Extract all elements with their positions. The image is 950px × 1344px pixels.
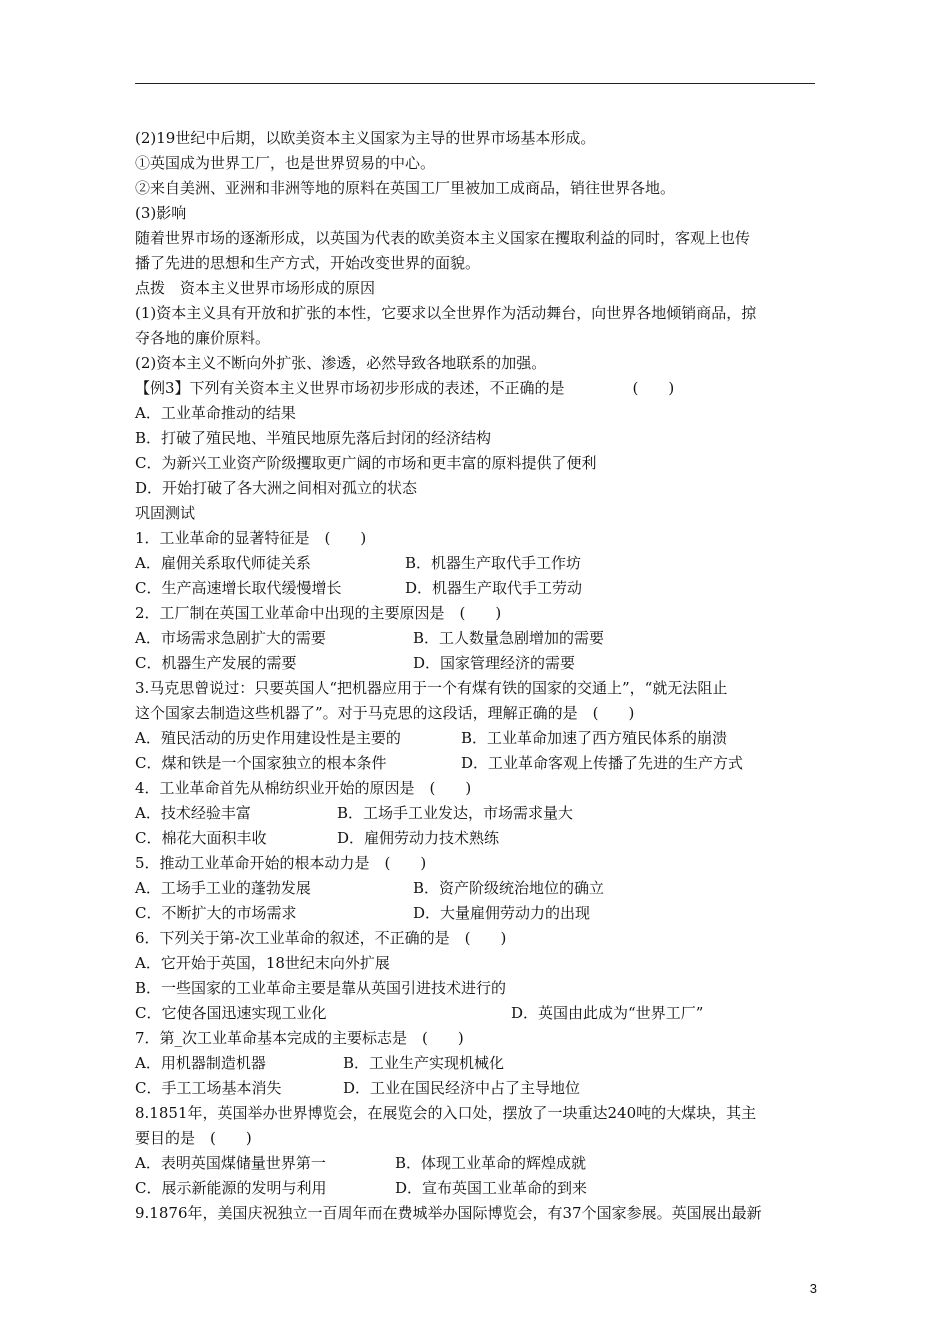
option: A．工场手工业的蓬勃发展	[135, 879, 311, 897]
paragraph: (2)19世纪中后期，以欧美资本主义国家为主导的世界市场基本形成。	[135, 129, 596, 147]
paragraph: (2)资本主义不断向外扩张、渗透，必然导致各地联系的加强。	[135, 354, 547, 372]
subheading: (3)影响	[135, 204, 187, 222]
option-row	[135, 801, 817, 826]
option: A．工业革命推动的结果	[135, 404, 296, 422]
option-row	[135, 651, 817, 676]
option: A．雇佣关系取代师徒关系	[135, 554, 311, 572]
paragraph: (1)资本主义具有开放和扩张的本性，它要求以全世界作为活动舞台，向世界各地倾销商品，掠	[135, 304, 757, 322]
option: D．大量雇佣劳动力的出现	[413, 904, 591, 922]
option: A．用机器制造机器	[135, 1054, 266, 1072]
option: B．打破了殖民地、半殖民地原先落后封闭的经济结构	[135, 429, 492, 447]
option: C．棉花大面积丰收	[135, 829, 267, 847]
option: B．机器生产取代手工作坊	[405, 554, 582, 572]
question-stem: 7．第_次工业革命基本完成的主要标志是 ( )	[135, 1029, 464, 1047]
option-row	[135, 551, 817, 576]
header-rule	[135, 83, 815, 84]
option: B．工人数量急剧增加的需要	[413, 629, 605, 647]
option: C．煤和铁是一个国家独立的根本条件	[135, 754, 387, 772]
option-row	[135, 1076, 817, 1101]
option: D．开始打破了各大洲之间相对孤立的状态	[135, 479, 418, 497]
option: C．机器生产发展的需要	[135, 654, 297, 672]
option: D．宣布英国工业革命的到来	[395, 1179, 588, 1197]
option: B．体现工业革命的辉煌成就	[395, 1154, 587, 1172]
tip-heading: 点拨 资本主义世界市场形成的原因	[135, 279, 376, 297]
page-number: 3	[809, 1281, 817, 1296]
question-stem: 这个国家去制造这些机器了”。对于马克思的这段话，理解正确的是 ( )	[135, 704, 635, 722]
question-stem: 6．下列关于第-次工业革命的叙述，不正确的是 ( )	[135, 929, 507, 947]
option: C．生产高速增长取代缓慢增长	[135, 579, 342, 597]
option: C．手工工场基本消失	[135, 1079, 282, 1097]
option: B．一些国家的工业革命主要是靠从英国引进技术进行的	[135, 979, 507, 997]
option: A．它开始于英国，18世纪末向外扩展	[135, 954, 390, 972]
option: A．殖民活动的历史作用建设性是主要的	[135, 729, 401, 747]
option: C．为新兴工业资产阶级攫取更广阔的市场和更丰富的原料提供了便利	[135, 454, 597, 472]
paragraph: 播了先进的思想和生产方式，开始改变世界的面貌。	[135, 254, 481, 272]
option-row	[135, 901, 817, 926]
option: C．它使各国迅速实现工业化	[135, 1004, 327, 1022]
option-row	[135, 1176, 817, 1201]
option-row	[135, 1001, 817, 1026]
question-stem: 1．工业革命的显著特征是 ( )	[135, 529, 367, 547]
question-stem: 5．推动工业革命开始的根本动力是 ( )	[135, 854, 427, 872]
quiz-title: 巩固测试	[135, 504, 196, 522]
option: A．市场需求急剧扩大的需要	[135, 629, 326, 647]
option: D．国家管理经济的需要	[413, 654, 576, 672]
option-row	[135, 826, 817, 851]
option: B．工业革命加速了西方殖民体系的崩溃	[461, 729, 728, 747]
option: D．雇佣劳动力技术熟练	[337, 829, 500, 847]
option: D．英国由此成为“世界工厂”	[511, 1004, 704, 1022]
option-row	[135, 751, 817, 776]
option: C．展示新能源的发明与利用	[135, 1179, 327, 1197]
option: A．表明英国煤储量世界第一	[135, 1154, 326, 1172]
question-stem: 要目的是 ( )	[135, 1129, 252, 1147]
paragraph: ②来自美洲、亚洲和非洲等地的原料在英国工厂里被加工成商品，销往世界各地。	[135, 179, 676, 197]
question-stem: 3.马克思曾说过：只要英国人“把机器应用于一个有煤有铁的国家的交通上”，“就无法阻止	[135, 679, 728, 697]
option: B．工业生产实现机械化	[343, 1054, 505, 1072]
question-stem: 2．工厂制在英国工业革命中出现的主要原因是 ( )	[135, 604, 502, 622]
option: B．工场手工业发达，市场需求量大	[337, 804, 574, 822]
example-stem-text: 【例3】下列有关资本主义世界市场初步形成的表述，不正确的是	[135, 379, 565, 397]
option-row	[135, 876, 817, 901]
page-body	[135, 126, 817, 1226]
option-row	[135, 576, 817, 601]
paragraph: 夺各地的廉价原料。	[135, 329, 271, 347]
question-stem: 9.1876年，美国庆祝独立一百周年而在费城举办国际博览会，有37个国家参展。英国展出最新	[135, 1204, 762, 1222]
option: A．技术经验丰富	[135, 804, 251, 822]
option: D．工业在国民经济中占了主导地位	[343, 1079, 581, 1097]
option: D．机器生产取代手工劳动	[405, 579, 583, 597]
paragraph: ①英国成为世界工厂，也是世界贸易的中心。	[135, 154, 436, 172]
option-row	[135, 726, 817, 751]
example-stem	[135, 376, 817, 401]
question-stem: 8.1851年，英国举办世界博览会，在展览会的入口处，摆放了一块重达240吨的大煤块，其主	[135, 1104, 757, 1122]
question-stem: 4．工业革命首先从棉纺织业开始的原因是 ( )	[135, 779, 472, 797]
option-row	[135, 1051, 817, 1076]
option: D．工业革命客观上传播了先进的生产方式	[461, 754, 744, 772]
option-row	[135, 1151, 817, 1176]
answer-paren: ( )	[632, 379, 675, 397]
paragraph: 随着世界市场的逐渐形成，以英国为代表的欧美资本主义国家在攫取利益的同时，客观上也传	[135, 229, 751, 247]
option: B．资产阶级统治地位的确立	[413, 879, 605, 897]
option-row	[135, 626, 817, 651]
option: C．不断扩大的市场需求	[135, 904, 297, 922]
